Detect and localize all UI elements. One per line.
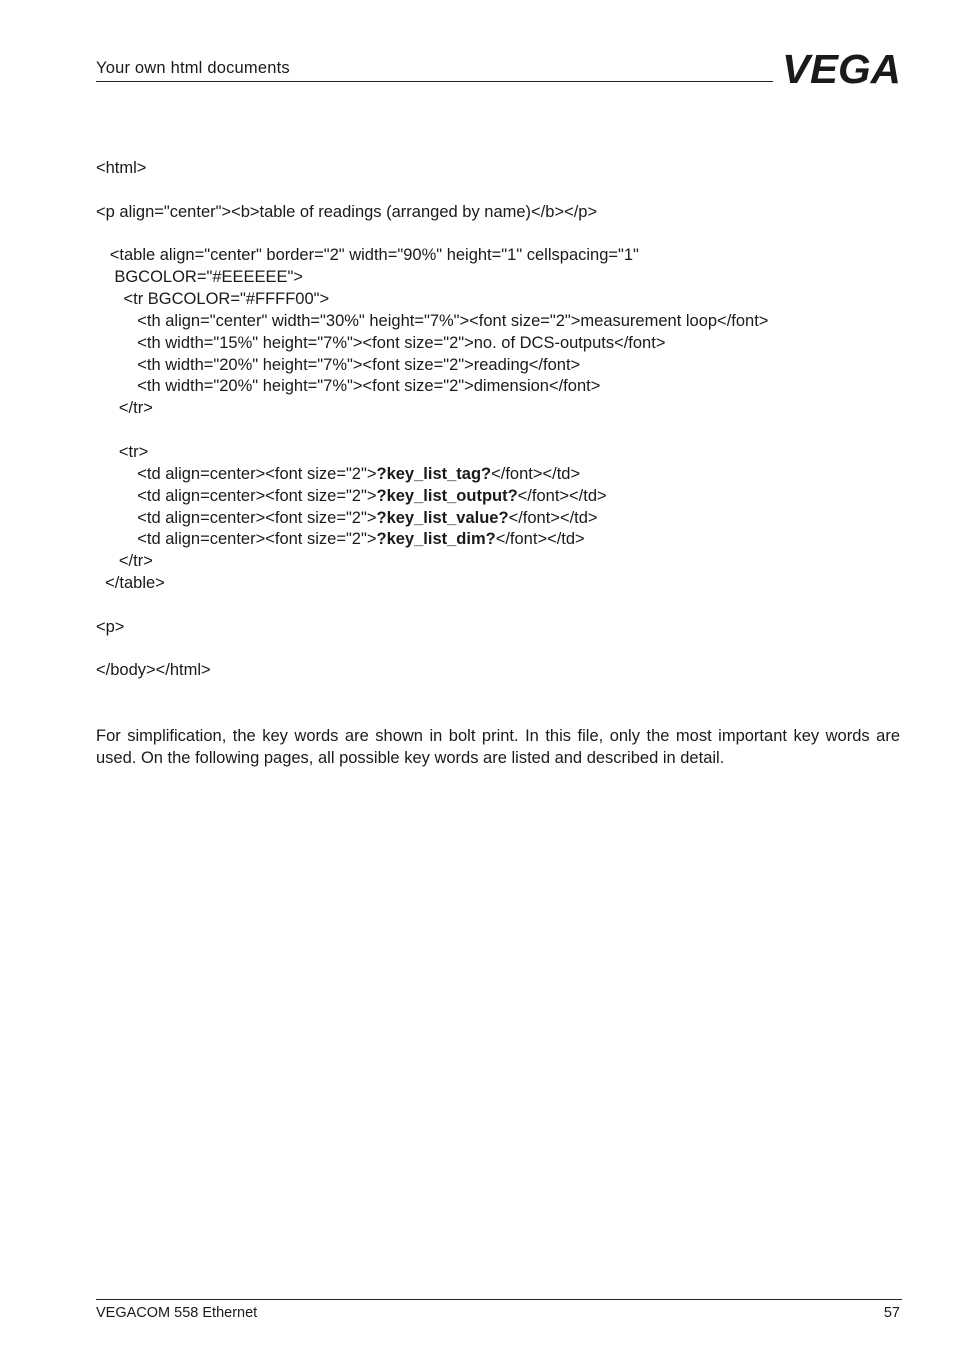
code-line — [96, 224, 768, 246]
code-line — [96, 158, 768, 180]
explanation-paragraph: For simplification, the key words are shown in bolt print. In this file, only the most important key words are used. On the following pages, all possible key words are listed and described in detail. — [96, 727, 900, 767]
code-line — [96, 660, 768, 682]
keyword-placeholder: ?key_list_tag? — [376, 464, 492, 483]
header-rule — [96, 81, 773, 82]
vega-logo — [782, 50, 902, 86]
footer-rule — [96, 1299, 902, 1300]
code-text: <td align=center><font size="2"> — [96, 464, 377, 483]
footer-product-name: VEGACOM 558 Ethernet — [96, 1305, 258, 1321]
code-text: BGCOLOR="#EEEEEE"> — [96, 268, 304, 287]
code-line — [96, 333, 768, 355]
code-line — [96, 464, 768, 486]
code-line — [96, 442, 768, 464]
code-line — [96, 267, 768, 289]
code-line — [96, 180, 768, 202]
page-number: 57 — [883, 1305, 900, 1321]
keyword-placeholder: ?key_list_dim? — [376, 530, 496, 549]
code-text: <p> — [96, 617, 125, 636]
code-line — [96, 376, 768, 398]
code-text: <th width="20%" height="7%"><font size="2">reading</font> — [96, 355, 581, 374]
code-line — [96, 508, 768, 530]
html-code-listing — [96, 158, 768, 682]
code-line — [96, 551, 768, 573]
code-line — [96, 573, 768, 595]
code-text: <th align="center" width="30%" height="7%"><font size="2">measurement loop</font> — [96, 311, 769, 330]
code-line — [96, 355, 768, 377]
code-text: <th width="15%" height="7%"><font size="2">no. of DCS-outputs</font> — [96, 333, 666, 352]
running-header-title: Your own html documents — [96, 59, 290, 77]
code-text: </font></td> — [495, 530, 585, 549]
code-text: </tr> — [96, 399, 153, 418]
code-text: <tr> — [96, 442, 149, 461]
code-line — [96, 639, 768, 661]
code-line — [96, 311, 768, 333]
code-text: </font></td> — [508, 508, 598, 527]
code-text: <th width="20%" height="7%"><font size="2">dimension</font> — [96, 377, 601, 396]
code-text: <html> — [96, 159, 147, 177]
code-text: <table align="center" border="2" width="90%" height="1" cellspacing="1" — [96, 246, 639, 265]
code-line — [96, 245, 768, 267]
code-text: <tr BGCOLOR="#FFFF00"> — [96, 290, 330, 309]
code-line — [96, 398, 768, 420]
code-text: </tr> — [96, 552, 153, 571]
code-text: <p align="center"><b>table of readings (arranged by name)</b></p> — [96, 202, 598, 221]
code-line — [96, 486, 768, 508]
code-text: </font></td> — [491, 464, 581, 483]
code-line — [96, 420, 768, 442]
code-line — [96, 202, 768, 224]
code-line — [96, 529, 768, 551]
code-text: </font></td> — [517, 486, 607, 505]
keyword-placeholder: ?key_list_value? — [376, 508, 509, 527]
keyword-placeholder: ?key_list_output? — [376, 486, 518, 505]
code-text: <td align=center><font size="2"> — [96, 486, 377, 505]
code-line — [96, 617, 768, 639]
svg-text:VEGA: VEGA — [782, 50, 901, 86]
code-text: <td align=center><font size="2"> — [96, 530, 377, 549]
code-line — [96, 595, 768, 617]
code-text: </table> — [96, 574, 165, 593]
code-line — [96, 289, 768, 311]
code-text: </body></html> — [96, 661, 211, 680]
code-text: <td align=center><font size="2"> — [96, 508, 377, 527]
